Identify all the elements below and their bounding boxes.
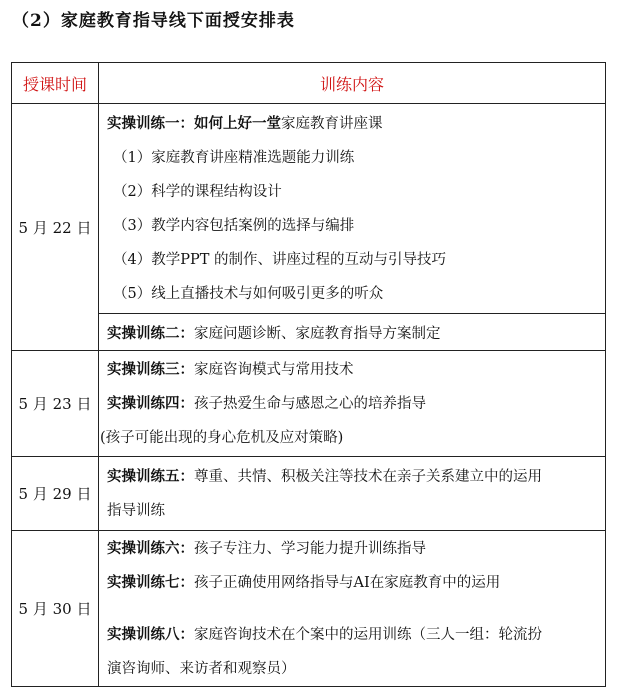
date-cell: 5 月 22 日 [12,104,99,351]
table-row [12,314,606,351]
list-item: （4）教学PPT 的制作、讲座过程的互动与引导技巧 [113,251,447,268]
training-title: 孩子专注力、学习能力提升训练指导 [194,540,426,557]
training-note: (孩子可能出现的身心危机及应对策略) [100,429,344,446]
training-2 [107,322,605,343]
training-title-bold: 如何上好一堂 [194,114,281,132]
table-row [12,531,606,687]
training-title: 家庭咨询模式与常用技术 [194,361,354,378]
training-label: 实操训练二： [107,324,194,342]
training-7 [107,566,605,600]
training-label: 实操训练三： [107,360,194,378]
header-content: 训练内容 [99,63,606,104]
training-title: 尊重、共情、积极关注等技术在亲子关系建立中的运用 [194,468,542,485]
date-cell: 5 月 29 日 [12,457,99,531]
content-cell [99,314,606,351]
training-5 [107,460,605,494]
date-cell: 5 月 23 日 [12,351,99,457]
date-cell: 5 月 30 日 [12,531,99,687]
training-continuation: 指导训练 [107,502,165,519]
list-item: （5）线上直播技术与如何吸引更多的听众 [113,285,384,302]
content-cell [99,531,606,687]
table-header-row [12,63,606,104]
training-6 [107,532,605,566]
content-cell [99,104,606,314]
training-label: 实操训练八： [107,625,194,643]
training-title: 家庭教育讲座课 [281,115,383,132]
training-label: 实操训练六： [107,539,194,557]
training-label: 实操训练五： [107,467,194,485]
training-title: 家庭问题诊断、家庭教育指导方案制定 [194,325,441,342]
training-4 [107,387,605,421]
training-label: 实操训练一： [107,114,194,132]
list-item: （3）教学内容包括案例的选择与编排 [113,217,355,234]
training-continuation: 演咨询师、来访者和观察员） [107,660,296,677]
schedule-table [11,62,606,687]
training-title: 家庭咨询技术在个案中的运用训练（三人一组：轮流扮 [194,626,542,643]
header-time: 授课时间 [12,63,99,104]
training-title: 孩子正确使用网络指导与AI在家庭教育中的运用 [194,574,501,591]
training-title: 孩子热爱生命与感恩之心的培养指导 [194,395,426,412]
list-item: （1）家庭教育讲座精准选题能力训练 [113,149,355,166]
list-item: （2）科学的课程结构设计 [113,183,282,200]
training-label: 实操训练四： [107,394,194,412]
training-8 [107,618,605,652]
content-cell [99,351,606,457]
table-row [12,351,606,457]
content-cell [99,457,606,531]
training-label: 实操训练七： [107,573,194,591]
training-1 [107,107,605,141]
training-3 [107,353,605,387]
table-row [12,104,606,314]
table-row [12,457,606,531]
page-title: （2）家庭教育指导线下面授安排表 [12,11,295,31]
